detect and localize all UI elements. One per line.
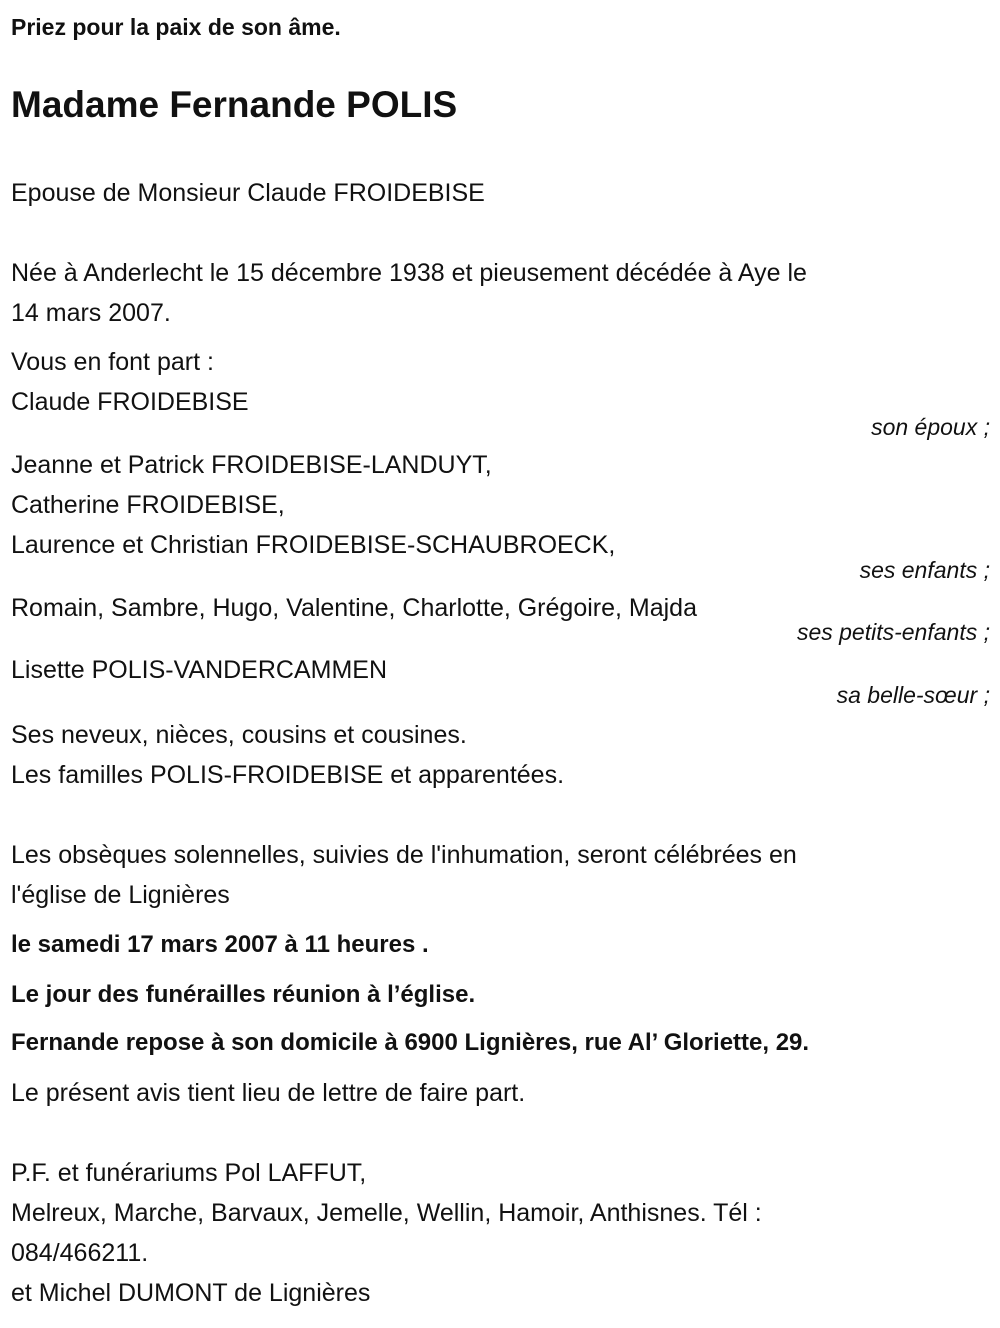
grandchildren-line: Romain, Sambre, Hugo, Valentine, Charlotte, Grégoire, Majda [11, 594, 697, 622]
relatives-line: Ses neveux, nièces, cousins et cousines. [11, 721, 467, 749]
child-line: Jeanne et Patrick FROIDEBISE-LANDUYT, [11, 451, 492, 479]
prayer-text: Priez pour la paix de son âme. [11, 14, 341, 40]
undertaker-phone: 084/466211. [11, 1239, 149, 1267]
child-line: Catherine FROIDEBISE, [11, 491, 285, 519]
children-role: ses enfants ; [859, 557, 990, 583]
grandchildren-role: ses petits-enfants ; [796, 619, 990, 645]
sister-in-law-role: sa belle-sœur ; [836, 682, 990, 708]
funeral-place: l'église de Lignières [11, 881, 230, 909]
notice-line: Le présent avis tient lieu de lettre de faire part. [11, 1079, 526, 1107]
sister-in-law-line: Lisette POLIS-VANDERCAMMEN [11, 656, 388, 684]
death-date-line: 14 mars 2007. [11, 299, 171, 327]
husband-role: son époux ; [871, 414, 990, 440]
undertaker-locations: Melreux, Marche, Barvaux, Jemelle, Wellin, Hamoir, Anthisnes. Tél : [11, 1199, 762, 1227]
meeting-line: Le jour des funérailles réunion à l’église. [11, 981, 476, 1008]
husband-name: Claude FROIDEBISE [11, 388, 249, 416]
families-line: Les familles POLIS-FROIDEBISE et apparentées. [11, 761, 565, 789]
undertaker-line: P.F. et funérariums Pol LAFFUT, [11, 1159, 367, 1187]
spouse-line: Epouse de Monsieur Claude FROIDEBISE [11, 179, 485, 207]
birth-line: Née à Anderlecht le 15 décembre 1938 et pieusement décédée à Aye le [11, 259, 807, 287]
funeral-date: le samedi 17 mars 2007 à 11 heures . [11, 931, 429, 958]
child-line: Laurence et Christian FROIDEBISE-SCHAUBROECK, [11, 531, 616, 559]
undertaker-secondary: et Michel DUMONT de Lignières [11, 1279, 371, 1307]
deceased-name: Madame Fernande POLIS [11, 84, 458, 125]
announce-line: Vous en font part : [11, 348, 214, 376]
funeral-line: Les obsèques solennelles, suivies de l'inhumation, seront célébrées en [11, 841, 797, 869]
rest-line: Fernande repose à son domicile à 6900 Lignières, rue Al’ Gloriette, 29. [11, 1029, 810, 1056]
